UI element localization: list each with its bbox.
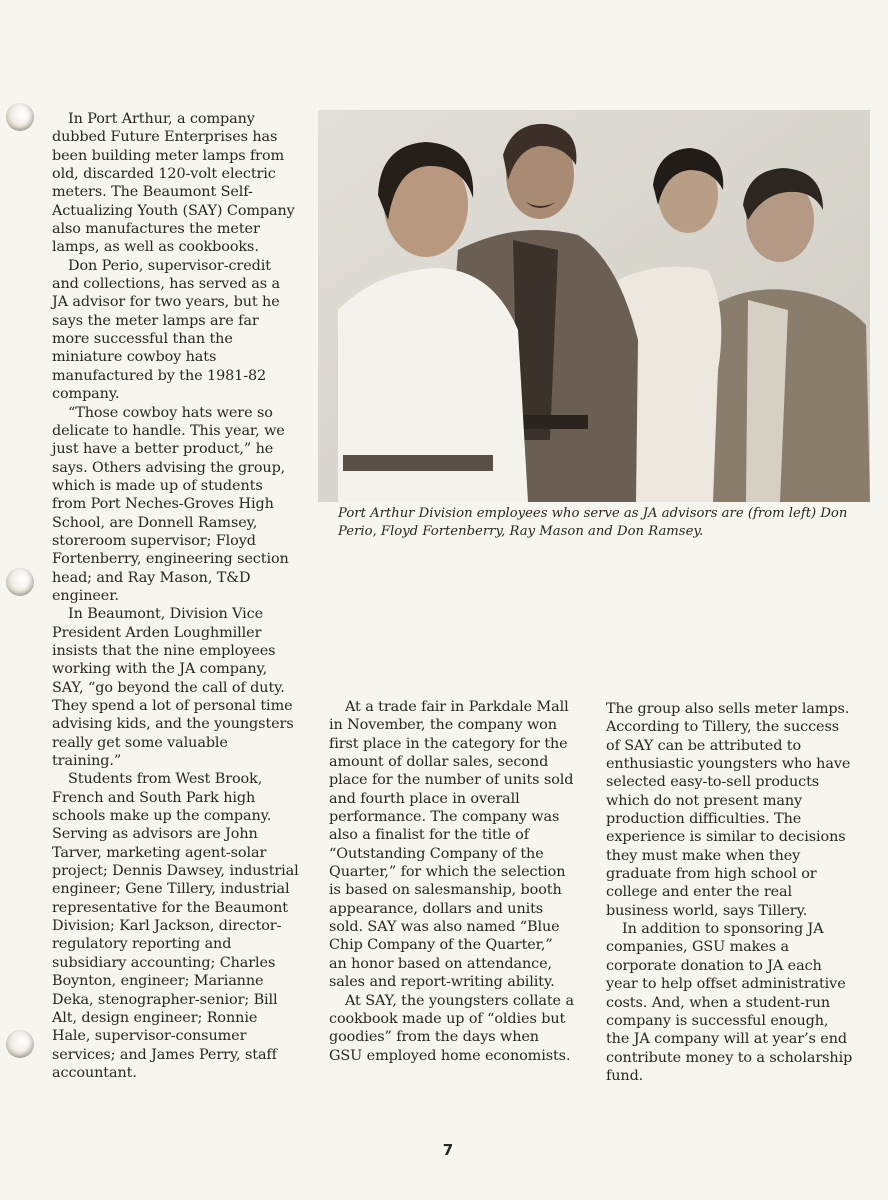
binder-hole-bottom [6,1030,34,1058]
article-column-1 [52,110,300,1082]
paragraph: In addition to sponsoring JA companies, GSU makes a corporate donation to JA each year to help offset administrative costs. And, when a student-run company is successful enough, the JA company will at year’s end contribute money to a scholarship fund. [606,921,853,1084]
paragraph: Students from West Brook, French and South Park high schools make up the company. Serving as advisors are John Tarver, marketing agent-solar project; Dennis Dawsey, industrial engineer; Gene Tillery, industrial representative for the Beaumont Division; Karl Jackson, director-regulatory reporting and subsidiary accounting; Charles Boynton, engineer; Marianne Deka, stenographer-senior; Bill Alt, design engineer; Ronnie Hale, supervisor-consumer services; and James Perry, staff accountant. [52,771,299,1081]
paragraph: Don Perio, supervisor-credit and collections, has served as a JA advisor for two years, but he says the meter lamps are far more successful than the miniature cowboy hats manufactured by the 1981-82 company. [52,257,280,403]
binder-hole-top [6,103,34,131]
article-column-3 [606,700,853,1085]
paragraph: In Port Arthur, a company dubbed Future Enterprises has been building meter lamps from old, discarded 120-volt electric meters. The Beaumont Self-Actualizing Youth (SAY) Company also manufactures the meter lamps, as well as cookbooks. [52,111,295,256]
photo-caption: Port Arthur Division employees who serve as JA advisors are (from left) Don Perio, Floyd Fortenberry, Ray Mason and Don Ramsey. [338,506,848,539]
article-column-2 [329,698,574,1065]
page-number: 7 [442,1141,454,1159]
paragraph: The group also sells meter lamps. According to Tillery, the success of SAY can be attributed to enthusiastic youngsters who have selected easy-to-sell products which do not present many production difficulties. The experience is similar to decisions they must make when they graduate from high school or college and enter the real business world, says Tillery. [606,701,851,919]
paragraph: At SAY, the youngsters collate a cookbook made up of “oldies but goodies” from the days when GSU employed home economists. [329,992,574,1064]
group-photo-illustration [318,110,870,502]
paragraph: At a trade fair in Parkdale Mall in November, the company won first place in the category for the amount of dollar sales, second place for the number of units sold and fourth place in overall performance. The company was also a finalist for the title of “Outstanding Company of the Quarter,” for which the selection is based on salesmanship, booth appearance, dollars and units sold. SAY was also named “Blue Chip Company of the Quarter,” an honor based on attendance, sales and report-writing ability. [329,699,574,991]
binder-hole-middle [6,568,34,596]
paragraph: “Those cowboy hats were so delicate to handle. This year, we just have a better product,” he says. Others advising the group, which is made up of students from Port Neches-Groves High School, are Donnell Ramsey, storeroom supervisor; Floyd Fortenberry, engineering section head; and Ray Mason, T&D engineer. [52,404,289,604]
group-photo [318,110,870,502]
paragraph: In Beaumont, Division Vice President Arden Loughmiller insists that the nine employees working with the JA company, SAY, “go beyond the call of duty. They spend a lot of personal time advising kids, and the youngsters really get some valuable training.” [52,606,294,770]
